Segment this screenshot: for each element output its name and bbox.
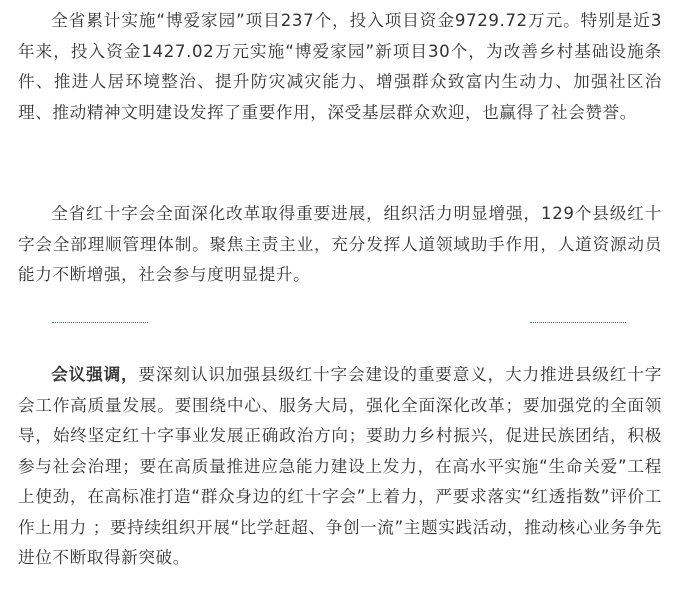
- paragraph-meeting-emphasis: [18, 360, 662, 574]
- paragraph-body-text: 要深刻认识加强县级红十字会建设的重要意义，大力推进县级红十字会工作高质量发展。要围绕中心、服务大局，强化全面深化改革；要加强党的全面领导，始终坚定红十字事业发展正确政治方向；要助力乡村振兴，促进民族团结，积极参与社会治理；要在高质量推进应急能力建设上发力，在高水平实施“生命关爱”工程上使劲，在高标准打造“群众身边的红十字会”上着力，严要求落实“红透指数”评价工作上用力 ；要持续组织开展“比学赶超、争创一流”主题实践活动，推动核心业务争先进位不断取得新突破。: [18, 365, 662, 567]
- divider-right: [530, 322, 626, 323]
- divider-left: [52, 322, 148, 323]
- paragraph-reform-progress: 全省红十字会全面深化改革取得重要进展，组织活力明显增强，129个县级红十字会全部理顺管理体制。聚焦主责主业，充分发挥人道领域助手作用，人道资源动员能力不断增强，社会参与度明显提升。: [18, 204, 662, 284]
- paragraph-lead-phrase: 会议强调，: [51, 365, 139, 384]
- paragraph-boai-homes: 全省累计实施“博爱家园”项目237个，投入项目资金9729.72万元。特别是近3年来，投入资金1427.02万元实施“博爱家园”新项目30个，为改善乡村基础设施条件、推进人居环境整治、提升防灾减灾能力、增强群众致富内生动力、加强社区治理、推动精神文明建设发挥了重要作用，深受基层群众欢迎，也赢得了社会赞誉。: [18, 11, 662, 122]
